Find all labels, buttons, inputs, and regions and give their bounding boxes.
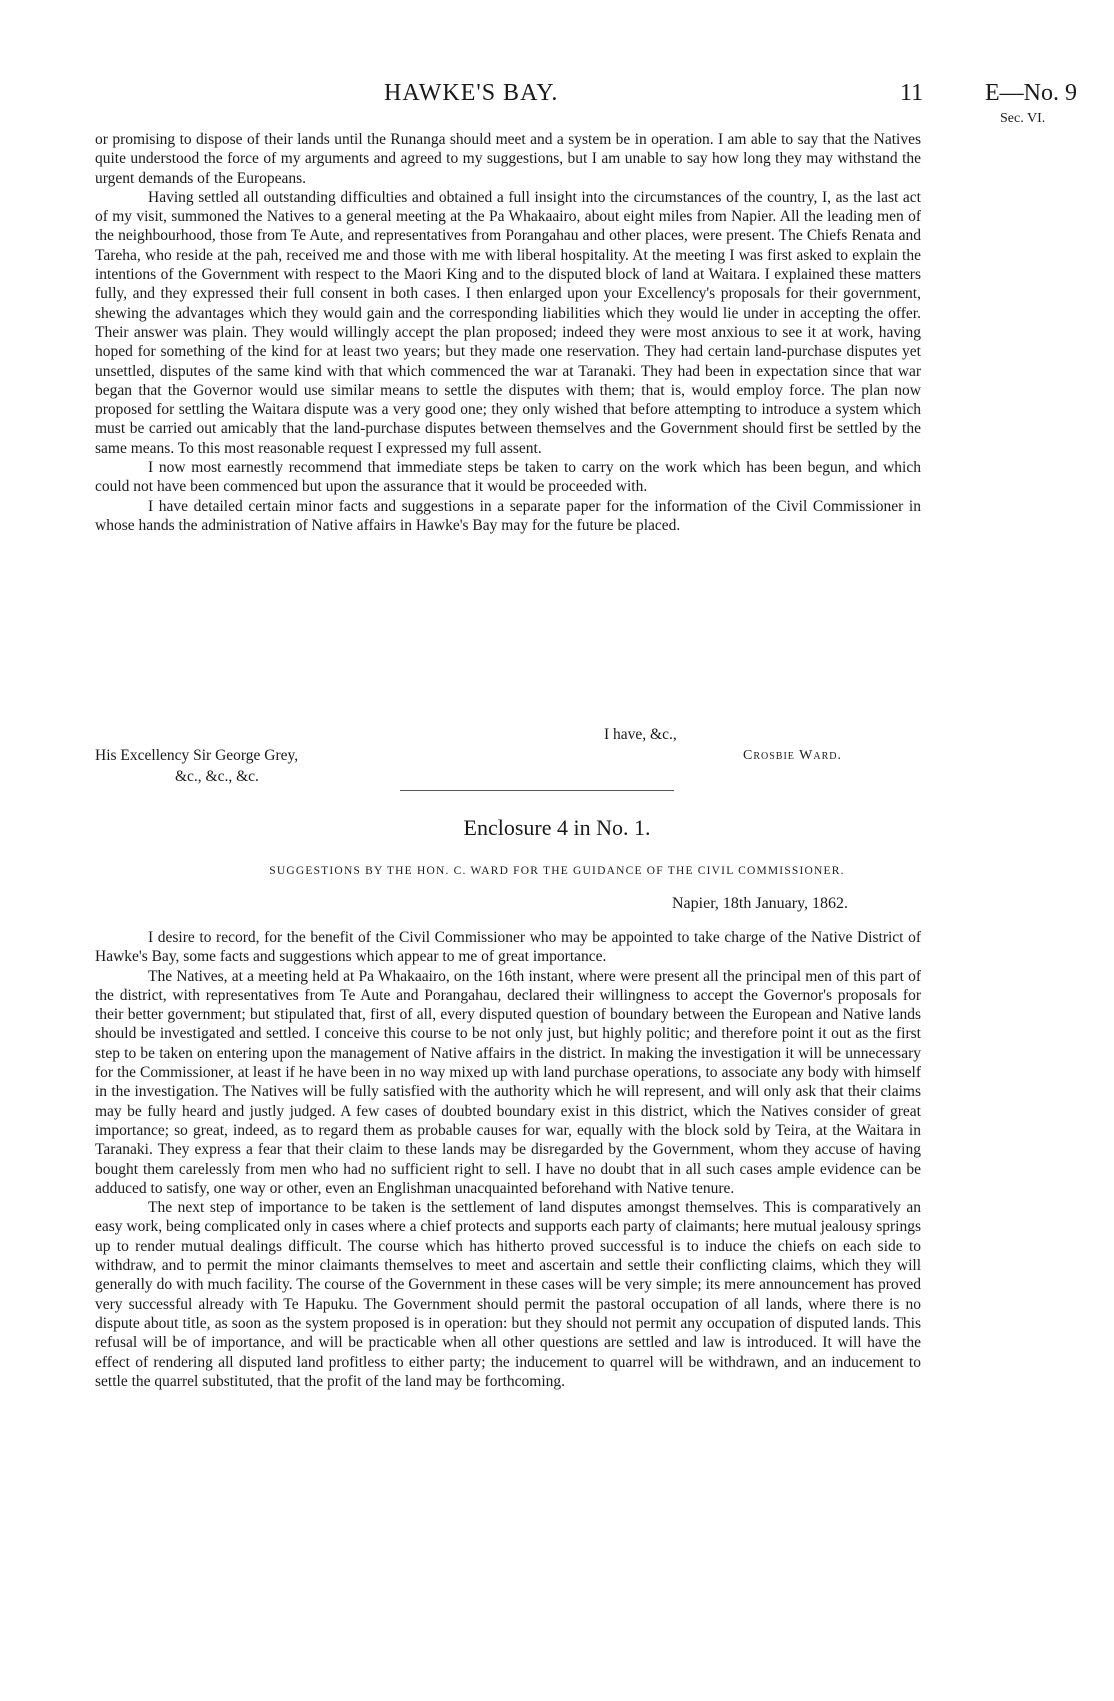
enclosure-paragraph: The next step of importance to be taken is the settlement of land disputes amongst themselves. This is comparatively an easy work, being complicated only in cases where a chief protects and supports each party of claimants; here mutual jealousy springs up to render mutual dealings difficult. The course which has hitherto proved successful is to induce the chiefs on each side to withdraw, and to permit the minor claimants themselves to meet and ascertain and settle their conflicting claims, which they will generally do with much facility. The course of the Government in these cases will be very simple; its mere announcement has proved very successful already with Te Hapuku. The Government should permit the pastoral occupation of all lands, where there is no dispute about title, as soon as the system proposed is in operation: but they should not permit any occupation of disputed lands. This refusal will be of importance, and will be practicable when all other questions are settled and law is introduced. It will have the effect of rendering all disputed land profitless to either party; the inducement to quarrel will be withdrawn, and an inducement to settle the quarrel substituted, that the profit of the land may be forthcoming. [95,1199,921,1390]
enclosure-paragraph: The Natives, at a meeting held at Pa Whakaairo, on the 16th instant, where were present all the principal men of this part of the district, with representatives from Te Aute and Porangahau, declared their willingness to accept the Governor's proposals for their better government; but stipulated that, first of all, every disputed question of boundary between the European and Native lands should be investigated and settled. I conceive this course to be not only just, but highly politic; and therefore point it out as the first step to be taken on entering upon the management of Native affairs in the district. In making the investigation it will be unnecessary for the Commissioner, at least if he have been in no way mixed up with land purchase operations, to associate any body with himself in the investigation. The Natives will be fully satisfied with the authority which he will represent, and will only ask that their claims may be fully heard and justly judged. A few cases of doubted boundary exist in this district, which the Natives consider of great importance; so great, indeed, as to regard them as probable causes for war, equally with the block sold by Teira, at the Waitara in Taranaki. They express a fear that their claim to these lands may be disregarded by the Government, whom they accuse of having bought them carelessly from men who had no sufficient right to sell. I have no doubt that in all such cases ample evidence can be adduced to satisfy, one way or other, even an Englishman unacquainted beforehand with Native tenure. [95,967,921,1197]
running-title: HAWKE'S BAY. [384,80,559,106]
section-label: Sec. VI. [1000,111,1046,126]
letter-body [95,130,921,535]
enclosure-body [95,928,921,1391]
letter-paragraph: Having settled all outstanding difficulties and obtained a full insight into the circumstances of the country, I, as the last act of my visit, summoned the Natives to a general meeting at the Pa Whakaairo, about eight miles from Napier. All the leading men of the neighbourhood, those from Te Aute, and representatives from Porangahau and other places, were present. The Chiefs Renata and Tareha, who reside at the pah, received me and those with me with liberal hospitality. At the meeting I was first asked to explain the intentions of the Government with respect to the Maori King and to the disputed block of land at Waitara. I explained these matters fully, and they expressed their full consent in both cases. I then enlarged upon your Excellency's proposals for their government, shewing the advantages which they would gain and the corresponding liabilities which they would lie under in accepting the offer. Their answer was plain. They would willingly accept the plan proposed; indeed they were most anxious to see it at work, having hoped for something of the kind for at least two years; but they made one reservation. They had certain land-purchase disputes yet unsettled, disputes of the same kind with that which commenced the war at Taranaki. They had been in expectation since that war began that the Governor would use similar means to settle the disputes with them; that is, would employ force. The plan now proposed for settling the Waitara dispute was a very good one; they only wished that before attempting to introduce a system which must be carried out amicably that the land-purchase disputes between themselves and the Government should first be settled by the same means. To this most reasonable request I expressed my full assent. [95,188,921,457]
letter-paragraph: I have detailed certain minor facts and suggestions in a separate paper for the information of the Civil Commissioner in whose hands the administration of Native affairs in Hawke's Bay may for the future be placed. [95,497,921,534]
divider-rule [400,790,674,791]
page-number: 11 [900,80,924,106]
enclosure-dateline: Napier, 18th January, 1862. [672,895,849,912]
letter-paragraph: or promising to dispose of their lands until the Runanga should meet and a system be in operation. I am able to say that the Natives quite understood the force of my arguments and agreed to my suggestions, but I am unable to say how long they may withstand the urgent demands of the Europeans. [95,131,921,187]
letter-signer: Crosbie Ward. [743,748,842,763]
addressee-etc: &c., &c., &c. [175,768,259,785]
enclosure-paragraph: I desire to record, for the benefit of the Civil Commissioner who may be appointed to take charge of the Native District of Hawke's Bay, some facts and suggestions which appear to me of great importance. [95,929,921,966]
letter-closing: I have, &c., [604,726,677,743]
letter-paragraph: I now most earnestly recommend that immediate steps be taken to carry on the work which has been begun, and which could not have been commenced but upon the assurance that it would be proceeded with. [95,459,921,496]
letter-addressee: His Excellency Sir George Grey, [95,747,299,764]
page-header [0,80,1114,126]
series-number: E—No. 9 [985,80,1077,106]
enclosure-title: Enclosure 4 in No. 1. [463,815,651,840]
enclosure-subheading: SUGGESTIONS BY THE HON. C. WARD FOR THE GUIDANCE OF THE CIVIL COMMISSIONER. [269,865,845,877]
